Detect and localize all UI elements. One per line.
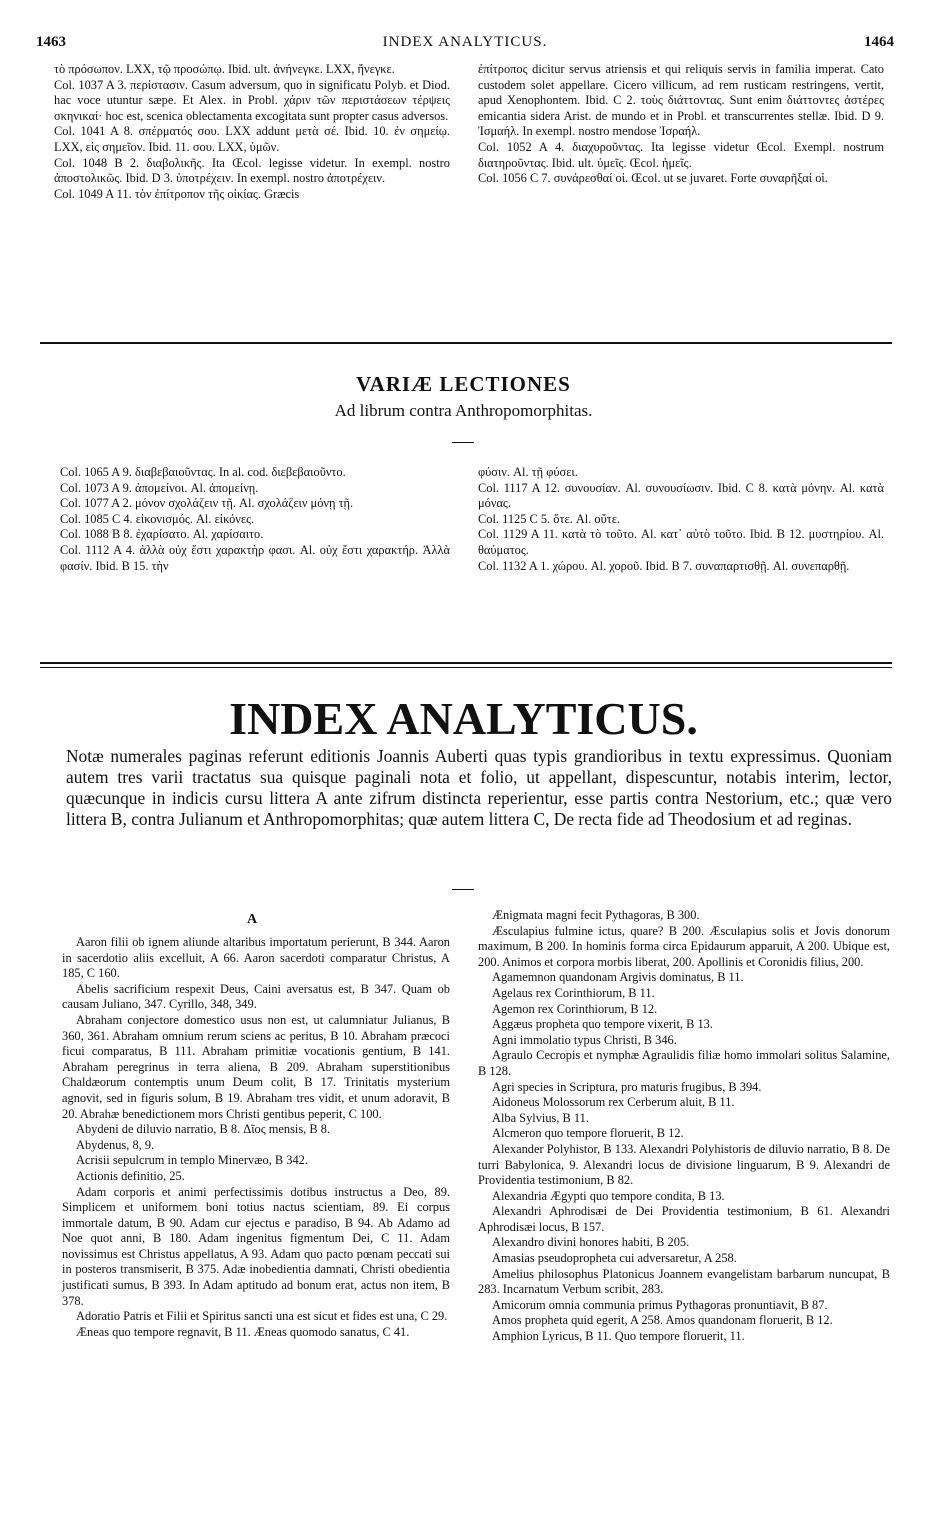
section-divider	[40, 662, 892, 664]
variae-subtitle: Ad librum contra Anthropomorphitas.	[334, 401, 593, 420]
index-entry: Aidoneus Molossorum rex Cerberum aluit, B 11.	[492, 1095, 735, 1110]
index-entry: Alcmeron quo tempore floruerit, B 12.	[492, 1126, 684, 1141]
index-entry: Abraham conjectore domestico usus non est, ut calumniatur Julianus, B 360, 361. Abraham omnium rerum sciens ac peritus, B 10. Abraham præcoci ficui comparatus, B 111. Abraham primitiæ vocationis gentium, B 141. Abraham peregrinus in terra aliena, B 209. Abraham superstitionibus Chaldæorum contemptis unum Deum colit, B 17. Trinitatis mysterium agnovit, sed in figuris solum, B 19. Abraham tres vidit, et unum adoravit, B 20. Abrahæ benedictionem mors Christi gentibus peperit, C 100.	[62, 1012, 450, 1121]
note-paragraph: Col. 1049 A 11. τὸν ἐπίτροπον τῆς οἰκίας. Græcis	[54, 186, 300, 201]
index-entry: Amos propheta quid egerit, A 258. Amos quandonam floruerit, B 12.	[492, 1313, 833, 1328]
index-intro: Notæ numerales paginas referunt editionis Joannis Auberti quas typis grandioribus in textu expressimus. Quoniam autem tres varii tractatus sua quisque paginali nota et folio, ut appellant, dispescuntur, notabis interim, lector, quæcunque in indicis cursu littera A ante zifrum distincta reperientur, esse partis contra Nestorium, etc.; quæ vero littera B, contra Julianum et Anthropomorphitas; quæ autem littera C, De recta fide ad Theodosium et ad reginas.	[66, 746, 892, 829]
index-entry: Amelius philosophus Platonicus Joannem evangelistam barbarum nuncupat, B 283. Incarnatum Verbum scribit, 283.	[478, 1266, 890, 1297]
short-rule	[452, 889, 474, 890]
variant-reading: Col. 1112 A 4. ἀλλὰ οὐχ ἔστι χαρακτὴρ φασι. Al. οὐχ ἔστι χαρακτήρ. Ἀλλὰ φασίν. Ibid. B 15. τὴν	[60, 542, 450, 573]
variae-title: VARIÆ LECTIONES	[356, 372, 571, 396]
index-entry: Adoratio Patris et Filii et Spiritus sancti una est sicut et fides est una, C 29.	[76, 1309, 448, 1324]
variant-reading: Col. 1065 A 9. διαβεβαιοῦντας. In al. cod. διεβεβαιοῦντο.	[60, 465, 346, 479]
index-entry: Aaron filii ob ignem aliunde altaribus importatum perierunt, B 344. Aaron in sacerdotio aliis excelluit, A 66. Aaron sacerdoti comparatur Christus, A 185, C 160.	[62, 935, 450, 981]
variae-right-column	[478, 465, 884, 574]
index-entry: Ænigmata magni fecit Pythagoras, B 300.	[492, 908, 700, 922]
page-header	[36, 34, 894, 56]
index-entry: Alba Sylvius, B 11.	[492, 1110, 589, 1125]
variant-reading: Col. 1117 A 12. συνουσίαν. Al. συνουσίωσιν. Ibid. C 8. κατὰ μόνην. Al. κατὰ μόνας.	[478, 480, 884, 511]
index-left-column	[62, 935, 450, 1340]
short-rule	[452, 442, 474, 443]
running-title: INDEX ANALYTICUS.	[382, 34, 548, 50]
note-paragraph: Col. 1041 A 8. σπέρματός σου. LXX addunt μετὰ σέ. Ibid. 10. ἐν σημείῳ. LXX, εἰς σημεῖον. Ibid. 11. σου. LXX, ὑμῶν.	[54, 124, 450, 154]
index-entry: Agni immolatio typus Christi, B 346.	[492, 1032, 677, 1047]
index-entry: Acrisii sepulcrum in templo Minervæo, B 342.	[76, 1153, 308, 1168]
variant-reading: Col. 1077 A 2. μόνον σχολάζειν τῇ. Al. σχολάζειν μόνῃ τῇ.	[60, 496, 354, 511]
note-paragraph: τὸ πρόσωπον. LXX, τῷ προσώπῳ. Ibid. ult. ἀνήνεγκε. LXX, ἤνεγκε.	[54, 62, 395, 76]
variant-reading: Col. 1073 A 9. ἀπομείνοι. Al. ἀπομείνῃ.	[60, 480, 259, 495]
index-entry: Alexander Polyhistor, B 133. Alexandri Polyhistoris de diluvio narratio, B 8. De turri Babylonica, 9. Alexandri locus de divisione linguarum, B 9. Alexandri de Providentia testimonium, B 82.	[478, 1141, 890, 1188]
variant-reading: Col. 1132 A 1. χώρου. Al. χοροῦ. Ibid. B 7. συναπαρτισθῇ. Al. συνεπαρθῇ.	[478, 558, 850, 573]
variant-reading: Col. 1129 A 11. κατὰ τὸ τοῦτο. Al. κατ᾽ αὐτὸ τοῦτο. Ibid. B 12. μυστηρίου. Al. θαύματος.	[478, 527, 884, 557]
note-paragraph: Col. 1056 C 7. συνάρεσθαί οἱ. Œcol. ut se juvaret. Forte συναρῆξαί οἱ.	[478, 171, 828, 186]
index-entry: Agemon rex Corinthiorum, B 12.	[492, 1001, 658, 1016]
page-number-left: 1463	[36, 34, 66, 50]
index-entry: Actionis definitio, 25.	[76, 1168, 185, 1183]
index-entry: Amasias pseudopropheta cui adversaretur, A 258.	[492, 1251, 737, 1266]
variant-reading: φύσιν. Al. τῇ φύσει.	[478, 465, 578, 479]
variant-reading: Col. 1088 B 8. ἐχαρίσατο. Al. χαρίσαιτο.	[60, 527, 264, 542]
page-number-right: 1464	[864, 34, 894, 50]
index-entry: Agelaus rex Corinthiorum, B 11.	[492, 985, 655, 1000]
note-paragraph: Col. 1037 A 3. περίστασιν. Casum adversum, quo in significatu Polyb. et Diod. hac voce utuntur sæpe. Et Alex. in Probl. χάριν τῶν περιστάσεων τέρψεις σκηνικαί· hoc est, scenica oblectamenta excogitata sunt propter casus adversos.	[54, 77, 450, 123]
index-entry: Æsculapius fulmine ictus, quare? B 200. Æsculapius solis et Jovis donorum maximum, B 200. In hominis forma circa Epidaurum apparuit, A 200. Ubique est, 200. Animos et corpora morbis liberat, 200. Apollinis et Coronidis filius, 200.	[478, 923, 890, 969]
index-entry: Alexandria Ægypti quo tempore condita, B 13.	[492, 1188, 725, 1203]
note-paragraph: Col. 1048 B 2. διαβολικῆς. Ita Œcol. legisse videtur. In exempl. nostro ἀποστολικῶς. Ibid. D 3. ὑποτρέχειν. In exempl. nostro ἀποτρέχειν.	[54, 155, 450, 186]
index-entry: Agraulo Cecropis et nymphæ Agraulidis filiæ homo immolari solitus Salamine, B 128.	[478, 1048, 890, 1078]
index-entry: Amphion Lyricus, B 11. Quo tempore floruerit, 11.	[492, 1329, 745, 1344]
section-divider	[40, 342, 892, 344]
index-entry: Abelis sacrificium respexit Deus, Caini aversatus est, B 347. Quam ob causam Juliano, 347. Cyrillo, 348, 349.	[62, 981, 450, 1012]
notes-right-column	[478, 62, 884, 187]
index-title: INDEX ANALYTICUS.	[229, 693, 698, 744]
index-entry: Abydeni de diluvio narratio, B 8. Δῖος mensis, B 8.	[76, 1122, 331, 1137]
note-paragraph: Col. 1052 A 4. διαχυροῦντας. Ita legisse videtur Œcol. Exempl. nostrum διατηροῦντας. Ibid. ult. ὑμεῖς. Œcol. ἡμεῖς.	[478, 139, 884, 170]
index-entry: Aggæus propheta quo tempore vixerit, B 13.	[492, 1017, 713, 1032]
section-divider-thin	[40, 667, 892, 668]
variant-reading: Col. 1125 C 5. ὅτε. Al. οὔτε.	[478, 511, 621, 526]
variant-reading: Col. 1085 C 4. εἰκονισμός. Al. εἰκόνες.	[60, 511, 255, 526]
variae-left-column	[60, 465, 450, 574]
index-entry: Abydenus, 8, 9.	[76, 1137, 155, 1152]
index-letter-heading: A	[246, 912, 258, 927]
index-entry: Amicorum omnia communia primus Pythagoras pronuntiavit, B 87.	[492, 1297, 828, 1312]
notes-left-column	[54, 62, 450, 202]
index-entry: Agamemnon quandonam Argivis dominatus, B 11.	[492, 970, 744, 985]
index-entry: Agri species in Scriptura, pro maturis frugibus, B 394.	[492, 1079, 762, 1094]
index-right-column	[478, 908, 890, 1345]
index-entry: Alexandri Aphrodisæi de Dei Providentia testimonium, B 61. Alexandri Aphrodisæi locus, B 157.	[478, 1204, 890, 1234]
index-entry: Adam corporis et animi perfectissimis dotibus instructus a Deo, 89. Simplicem et uniformem boni totius nactus scientiam, 89. Ei corpus immortale datum, B 90. Adam cur ejectus e paradiso, B 94. Ab Adamo ad Noe quot anni, B 180. Adam ingenitus figmentum Dei, C 11. Adam novissimus est Christus appellatus, A 93. Adam quo pacto pœnam peccati sui in posteros transmiserit, B 375. Adæ inobedientia damnati, Christi obedientia justificati sumus, B 393. In Adam aptitudo ad bonum erat, actus non item, B 378.	[62, 1184, 450, 1308]
index-entry: Æneas quo tempore regnavit, B 11. Æneas quomodo sanatus, C 41.	[76, 1324, 410, 1339]
index-entry: Alexandro divini honores habiti, B 205.	[492, 1235, 690, 1250]
note-paragraph: ἐπίτροπος dicitur servus atriensis et qui reliquis servis in familia imperat. Cato custodem solet appellare. Cicero villicum, ad rem rusticam restringens, vertit, apud Xenophontem. Ibid. C 2. τοὺς διάττοντας. Sunt enim διάττοντες ἀστέρες emicantia sidera Arist. de mundo et in Probl. et transcurrentes stellæ. Ibid. D 9. Ἰσμαήλ. In exempl. nostro mendose Ἰσραήλ.	[478, 62, 884, 139]
